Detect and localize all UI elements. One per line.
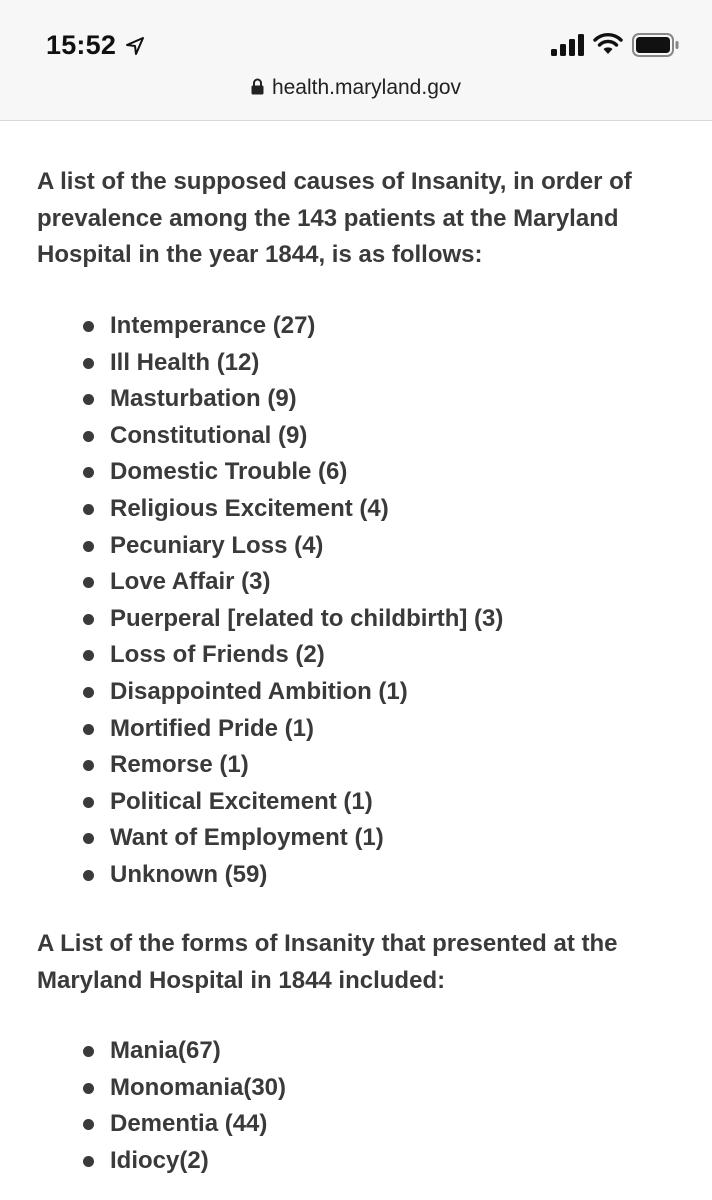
lock-icon xyxy=(251,78,264,95)
causes-list xyxy=(0,308,712,894)
list-item: Intemperance (27) xyxy=(0,308,712,345)
list-item: Want of Employment (1) xyxy=(0,820,712,857)
list-item: Political Excitement (1) xyxy=(0,784,712,821)
list-item: Dementia (44) xyxy=(0,1106,712,1143)
url-text: health.maryland.gov xyxy=(271,76,462,99)
list-item: Religious Excitement (4) xyxy=(0,491,712,528)
list-item: Unknown (59) xyxy=(0,857,712,894)
bullet-icon xyxy=(83,577,94,588)
bullet-icon xyxy=(83,1119,94,1130)
bullet-icon xyxy=(83,1156,94,1167)
bullet-icon xyxy=(83,870,94,881)
bullet-icon xyxy=(83,504,94,515)
bullet-icon xyxy=(83,687,94,698)
bullet-icon xyxy=(83,614,94,625)
causes-intro-paragraph: A list of the supposed causes of Insanity, in order of prevalence among the 143 patients at the Maryland Hospital in the year 1844, is as follows: xyxy=(37,168,632,268)
list-item: Mortified Pride (1) xyxy=(0,711,712,748)
bullet-icon xyxy=(83,1046,94,1057)
bullet-icon xyxy=(83,467,94,478)
list-item: Love Affair (3) xyxy=(0,564,712,601)
forms-intro-paragraph: A List of the forms of Insanity that presented at the Maryland Hospital in 1844 included: xyxy=(37,930,618,994)
list-item: Mania(67) xyxy=(0,1033,712,1070)
forms-list xyxy=(0,1033,712,1179)
wifi-icon xyxy=(593,31,623,55)
list-item: Loss of Friends (2) xyxy=(0,637,712,674)
bullet-icon xyxy=(83,650,94,661)
bullet-icon xyxy=(83,431,94,442)
bullet-icon xyxy=(83,1083,94,1094)
bullet-icon xyxy=(83,358,94,369)
bullet-icon xyxy=(83,833,94,844)
page-content xyxy=(0,121,712,1200)
bullet-icon xyxy=(83,321,94,332)
address-bar[interactable] xyxy=(0,76,712,110)
list-item: Pecuniary Loss (4) xyxy=(0,528,712,565)
bullet-icon xyxy=(83,724,94,735)
bullet-icon xyxy=(83,541,94,552)
list-item: Puerperal [related to childbirth] (3) xyxy=(0,601,712,638)
location-arrow-icon xyxy=(125,36,145,56)
bullet-icon xyxy=(83,394,94,405)
list-item: Remorse (1) xyxy=(0,747,712,784)
list-item: Monomania(30) xyxy=(0,1070,712,1107)
bullet-icon xyxy=(83,760,94,771)
list-item: Idiocy(2) xyxy=(0,1143,712,1180)
list-item: Disappointed Ambition (1) xyxy=(0,674,712,711)
list-item: Constitutional (9) xyxy=(0,418,712,455)
list-item: Domestic Trouble (6) xyxy=(0,454,712,491)
bullet-icon xyxy=(83,797,94,808)
clipped-text-line xyxy=(36,121,676,127)
battery-icon xyxy=(632,33,680,57)
status-time: 15:52 xyxy=(46,30,117,60)
list-item: Masturbation (9) xyxy=(0,381,712,418)
cellular-signal-icon xyxy=(550,34,586,56)
list-item: Ill Health (12) xyxy=(0,345,712,382)
status-bar xyxy=(0,0,712,121)
